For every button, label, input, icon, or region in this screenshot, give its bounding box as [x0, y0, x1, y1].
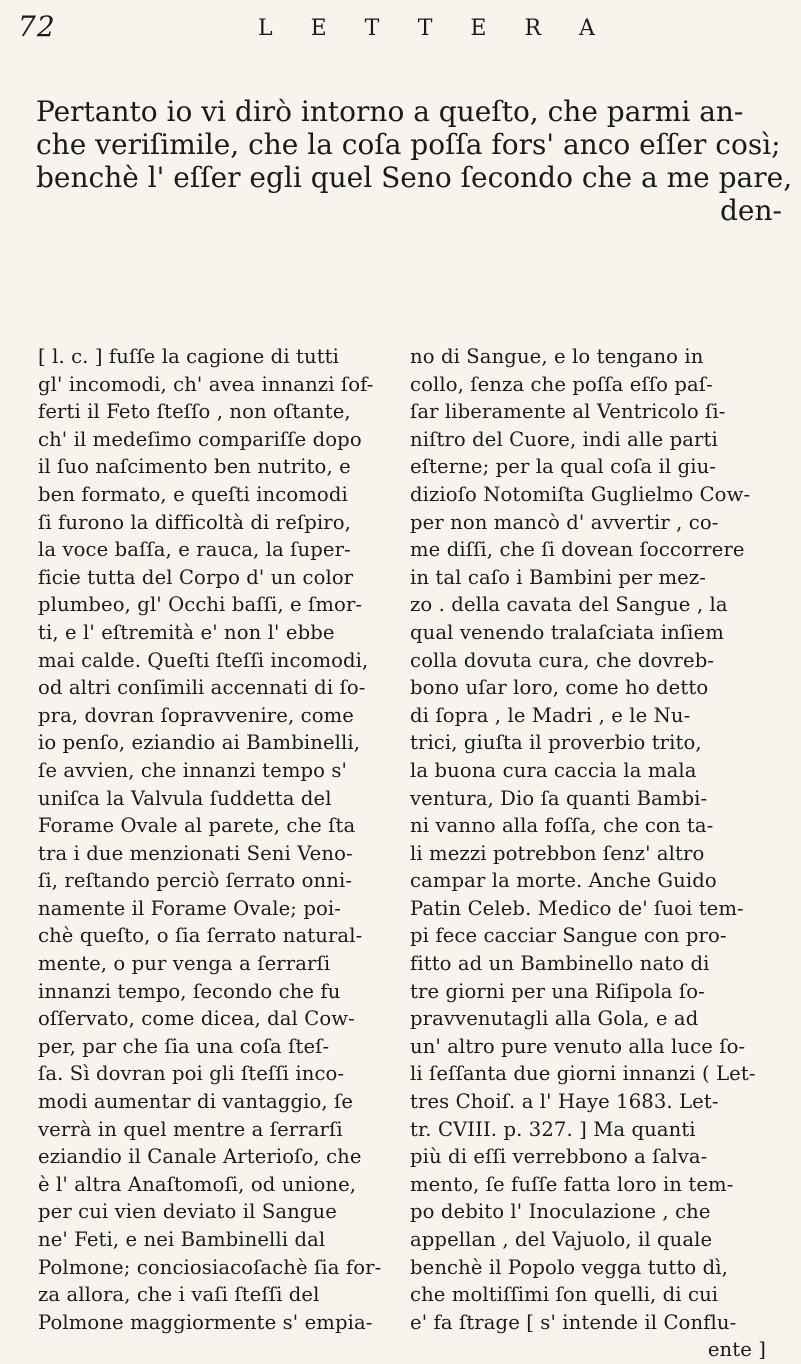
footnote-line: ſe avvien, che innanzi tempo s': [38, 758, 348, 782]
footnote-line: pi fece cacciar Sangue con pro-: [410, 924, 727, 948]
footnote-line: ben formato, e queſti incomodi: [38, 482, 348, 506]
footnote-line: campar la morte. Anche Guido: [410, 869, 717, 893]
footnote-line: namente il Forame Ovale; poi-: [38, 896, 341, 920]
footnote-line: fitto ad un Bambinello nato di: [410, 952, 710, 976]
footnote-line: verrà in quel mentre a ſerrarſi: [38, 1117, 343, 1141]
footnote-line: chè queſto, o ſia ſerrato natural-: [38, 924, 363, 948]
footnote-line: qual venendo tralaſciata inſiem: [410, 620, 724, 644]
footnote-line: benchè il Popolo vegga tutto dì,: [410, 1255, 728, 1279]
footnote-line: collo, ſenza che poſſa eſſo paſ-: [410, 372, 713, 396]
footnote-line: ſar liberamente al Ventricolo ſi-: [410, 400, 726, 424]
footnote-line: in tal caſo i Bambini per mez-: [410, 565, 707, 589]
footnote-line: za allora, che i vaſi ſteſſi del: [38, 1283, 320, 1307]
footnote-line: plumbeo, gl' Occhi baſſi, e ſmor-: [38, 593, 363, 617]
footnote-column-right: [410, 343, 778, 1364]
footnote-line: tra i due menzionati Seni Veno-: [38, 841, 353, 865]
footnote-line: li mezzi potrebbon ſenz' altro: [410, 841, 705, 865]
footnote-line: ferti il Feto ſteſſo , non oſtante,: [38, 400, 351, 424]
footnote-line: per non mancò d' avvertir , co-: [410, 510, 719, 534]
footnote-line: tres Choiſ. a l' Haye 1683. Let-: [410, 1090, 719, 1114]
footnote-line: la voce baſſa, e rauca, la ſuper-: [38, 538, 351, 562]
running-title: LETTERA: [258, 16, 633, 41]
footnote-catchword: ente ]: [707, 1338, 766, 1362]
footnote-line: niſtro del Cuore, indi alle parti: [410, 427, 718, 451]
footnote-line: po debito l' Inoculazione , che: [410, 1200, 711, 1224]
footnote-line: no di Sangue, e lo tengano in: [410, 345, 704, 368]
footnote-line: di ſopra , le Madri , e le Nu-: [410, 703, 691, 727]
footnote-line: ficie tutta del Corpo d' un color: [38, 565, 354, 589]
footnote-line: pravvenutagli alla Gola, e ad: [410, 1007, 699, 1031]
footnote-line: colla dovuta cura, che dovreb-: [410, 648, 715, 672]
footnote-line: tr. CVIII. p. 327. ] Ma quanti: [410, 1117, 696, 1141]
main-paragraph: [36, 95, 793, 227]
footnote-line: Polmone maggiormente s' empia-: [38, 1310, 373, 1334]
footnote-line: per, par che ſia una coſa ſteſ-: [38, 1034, 330, 1058]
footnote-line: più di eſſi verrebbono a ſalva-: [410, 1145, 708, 1169]
footnote-line: oſſervato, come dicea, dal Cow-: [38, 1007, 355, 1031]
footnote-line: dizioſo Notomiſta Guglielmo Cow-: [410, 482, 751, 506]
catchword: den-: [720, 194, 782, 227]
footnote-line: mai calde. Queſti ſteſſi incomodi,: [38, 648, 369, 672]
footnote-line: bono uſar loro, come ho detto: [410, 676, 709, 700]
footnote-line: innanzi tempo, ſecondo che fu: [38, 979, 341, 1003]
footnote-line: appellan , del Vajuolo, il quale: [410, 1228, 713, 1251]
footnote-line: che moltiſſimi ſon quelli, di cui: [410, 1283, 719, 1307]
footnote-line: io penſo, eziandio ai Bambinelli,: [38, 731, 361, 755]
footnote-line: mente, o pur venga a ſerrarſi: [38, 952, 331, 976]
footnote-line: pra, dovran ſopravvenire, come: [38, 703, 354, 727]
footnote-line: la buona cura caccia la mala: [410, 758, 697, 782]
footnote-line: eſterne; per la qual coſa il giu-: [410, 455, 717, 479]
main-text-line: che veriſimile, che la coſa poſſa fors' anco eſſer così;: [36, 128, 781, 161]
footnote-line: li ſeſſanta due giorni innanzi ( Let-: [410, 1062, 756, 1086]
footnote-line: me diſſi, che ſi dovean ſoccorrere: [410, 538, 745, 562]
footnote-line: ti, e l' eſtremità e' non l' ebbe: [38, 620, 335, 644]
running-head: [18, 10, 778, 50]
footnote-line: Patin Celeb. Medico de' ſuoi tem-: [410, 896, 744, 920]
footnote-line: ne' Feti, e nei Bambinelli dal: [38, 1228, 326, 1251]
footnote-line: [ l. c. ] fuſſe la cagione di tutti: [38, 345, 340, 368]
main-text-line: Pertanto io vi dirò intorno a queſto, che parmi an-: [36, 95, 744, 128]
footnote-line: zo . della cavata del Sangue , la: [410, 593, 728, 617]
footnote-line: modi aumentar di vantaggio, ſe: [38, 1090, 354, 1114]
footnote-line: Polmone; conciosiacoſachè ſia for-: [38, 1255, 382, 1279]
footnote-line: ſi, reſtando perciò ſerrato onni-: [38, 869, 353, 893]
main-text-line: benchè l' eſſer egli quel Seno ſecondo che a me pare,: [36, 161, 793, 194]
footnote-line: ch' il medeſimo compariſſe dopo: [38, 427, 362, 451]
footnote-line: Forame Ovale al parete, che ſta: [38, 814, 356, 838]
footnote-line: ventura, Dio ſa quanti Bambi-: [410, 786, 708, 810]
footnote-line: un' altro pure venuto alla luce ſo-: [410, 1034, 746, 1058]
footnote-line: eziandio il Canale Arterioſo, che: [38, 1145, 362, 1169]
footnote-line: trici, giuſta il proverbio trito,: [410, 731, 702, 755]
footnote-line: uniſca la Valvula ſuddetta del: [38, 786, 332, 810]
footnote-line: per cui vien deviato il Sangue: [38, 1200, 337, 1224]
footnote-column-left: [38, 343, 400, 1336]
footnote-line: od altri conſimili accennati di ſo-: [38, 676, 366, 700]
footnote-line: il ſuo naſcimento ben nutrito, e: [38, 455, 351, 479]
footnote-line: e' fa ſtrage [ s' intende il Conflu-: [410, 1310, 737, 1334]
footnote-line: ſa. Sì dovran poi gli ſteſſi inco-: [38, 1062, 345, 1086]
footnote-line: tre giorni per una Riſipola ſo-: [410, 979, 705, 1003]
footnote-line: mento, ſe fuſſe fatta loro in tem-: [410, 1172, 734, 1196]
footnote-line: ni vanno alla foſſa, che con ta-: [410, 814, 714, 838]
footnote-line: gl' incomodi, ch' avea innanzi ſof-: [38, 372, 374, 396]
footnote-line: è l' altra Anaſtomoſi, od unione,: [38, 1172, 357, 1196]
page-number: 72: [18, 10, 56, 43]
footnote-line: ſi furono la difficoltà di reſpiro,: [38, 510, 351, 534]
